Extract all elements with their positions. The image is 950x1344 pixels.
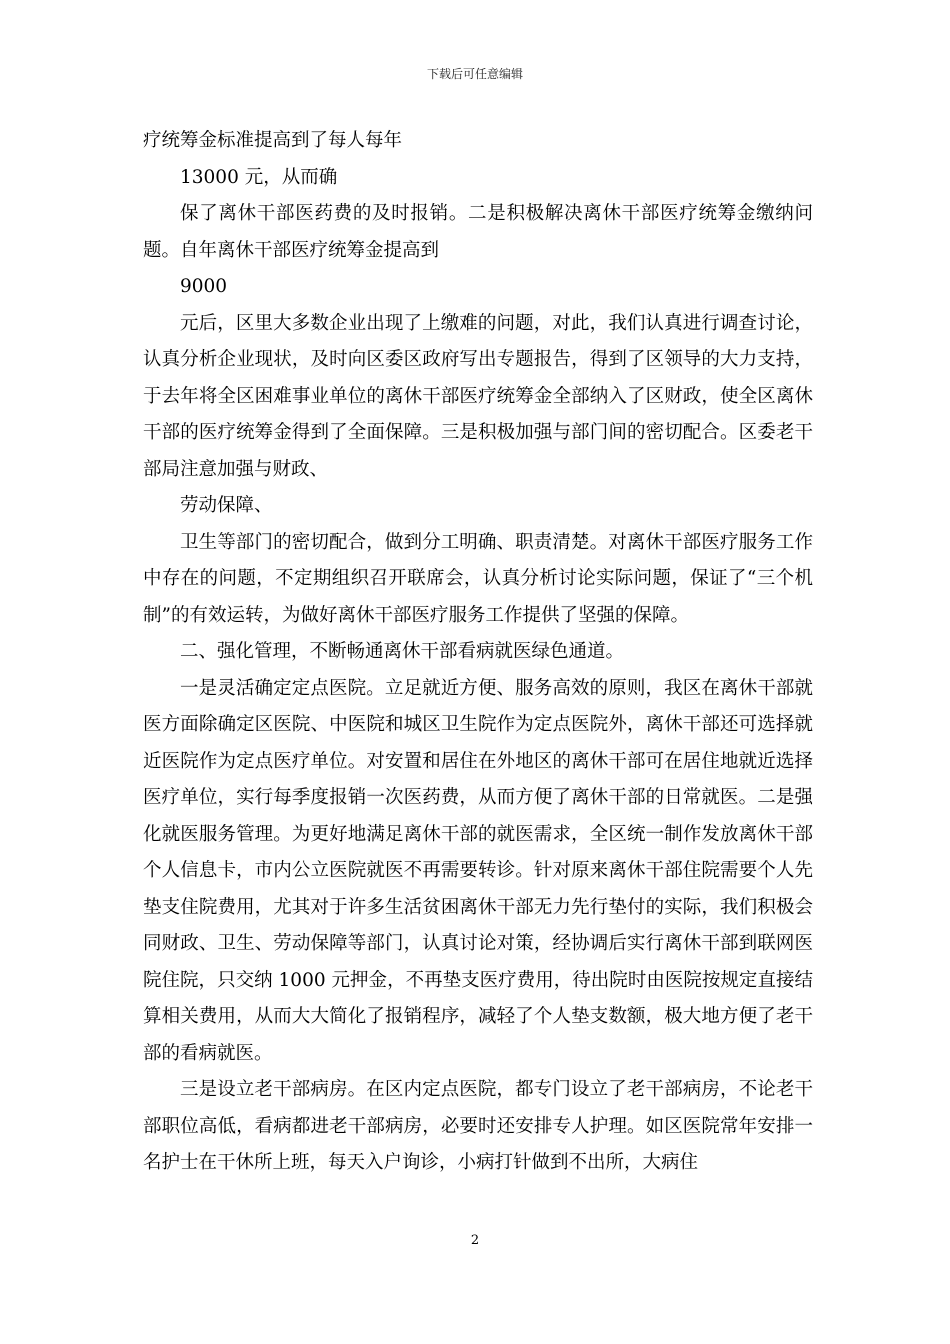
paragraph: 卫生等部门的密切配合，做到分工明确、职责清楚。对离休干部医疗服务工作中存在的问题，不定期组织召开联席会，认真分析讨论实际问题，保证了“三个机制”的有效运转，为做好离休干部医疗服务工作提供了坚强的保障。 <box>143 531 813 626</box>
document-body <box>143 123 813 1182</box>
section-heading: 二、强化管理，不断畅通离休干部看病就医绿色通道。 <box>180 641 625 662</box>
paragraph: 三是设立老干部病房。在区内定点医院，都专门设立了老干部病房，不论老干部职位高低，看病都进老干部病房，必要时还安排专人护理。如区医院常年安排一名护士在干休所上班，每天入户询诊，小病打针做到不出所，大病住 <box>143 1079 813 1173</box>
paragraph: 9000 <box>180 276 228 297</box>
page-header: 下载后可任意编辑 <box>426 67 523 81</box>
paragraph: 疗统筹金标准提高到了每人每年 <box>143 130 403 151</box>
paragraph: 劳动保障、 <box>180 495 273 516</box>
page-number: 2 <box>470 1233 480 1248</box>
paragraph: 一是灵活确定定点医院。立足就近方便、服务高效的原则，我区在离休干部就医方面除确定区医院、中医院和城区卫生院作为定点医院外，离休干部还可选择就近医院作为定点医疗单位。对安置和居住在外地区的离休干部可在居住地就近选择医疗单位，实行每季度报销一次医药费，从而方便了离休干部的日常就医。二是强化就医服务管理。为更好地满足离休干部的就医需求，全区统一制作发放离休干部个人信息卡，市内公立医院就医不再需要转诊。针对原来离休干部住院需要个人先垫支住院费用，尤其对于许多生活贫困离休干部无力先行垫付的实际，我们积极会同财政、卫生、劳动保障等部门，认真讨论对策，经协调后实行离休干部到联网医院住院，只交纳 1000 元押金，不再垫支医疗费用，待出院时由医院按规定直接结算相关费用，从而大大简化了报销程序，减轻了个人垫支数额，极大地方便了老干部的看病就医。 <box>143 677 813 1064</box>
paragraph: 13000 元，从而确 <box>180 166 338 188</box>
paragraph: 保了离休干部医药费的及时报销。二是积极解决离休干部医疗统筹金缴纳问题。自年离休干部医疗统筹金提高到 <box>143 203 813 261</box>
paragraph: 元后，区里大多数企业出现了上缴难的问题，对此，我们认真进行调查讨论，认真分析企业现状，及时向区委区政府写出专题报告，得到了区领导的大力支持，于去年将全区困难事业单位的离休干部医疗统筹金全部纳入了区财政，使全区离休干部的医疗统筹金得到了全面保障。三是积极加强与部门间的密切配合。区委老干部局注意加强与财政、 <box>143 312 813 480</box>
